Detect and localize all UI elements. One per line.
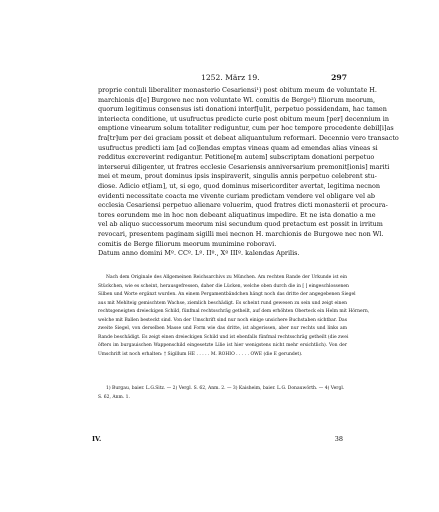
text-line: emptione vinearum solum totaliter rediguntur, cum per hoc tempore procedente debil[i]as <box>98 124 394 133</box>
text-line: tores eorundem me in hoc non debeant aliquatinus impedire. Et ne ista donatio a me <box>98 210 376 219</box>
note-line: öfters im burgauischen Wappenschild eingesetzte Lilie ist hier wenigstens nicht mehr ersichtlich). Von der <box>98 343 347 348</box>
text-line: ecclesia Cesariensi perpetuo alienare voluerim, quod fratres dicti monasterii et procura- <box>98 201 388 210</box>
page-footer <box>92 435 347 445</box>
footnote-line: 1) Burgau, baier. L.G.Sitz. — 2) Vergl. S. 62, Anm. 2. — 3) Kaisheim, baier. L.G. Donauwörth. — 4) Vergl. <box>106 386 345 391</box>
text-line: proprie contuli liberaliter monasterio Cesariensi¹) post obitum meum de voluntate H. <box>98 86 377 94</box>
note-line: Rande beschädigt. Es zeigt einen dreieckigen Schild und ist ebenfalls fünfmal rechtsschräg getheilt (die zwei <box>98 334 349 340</box>
text-line: marchionis d[e] Burgowe nec non voluntate Wl. comitis de Berge²) filiorum meorum, <box>98 95 376 104</box>
text-line: interserui diligenter, ut fratres ecclesie Cesariensis anniversarium premonit[ionis] mariti <box>98 162 390 171</box>
text-line: fra[tr]um per dei graciam possit et debeat aliquantulum reformari. Decennio vero transacto <box>98 133 399 142</box>
text-line: redditus excreverint redigantur. Petitione[m autem] subscriptam donationi perpetuo <box>98 153 375 162</box>
note-line: Stückchen, wie es scheint, herausgefressen, daher die Lücken, welche oben durch die in [ ] eingeschlossenen <box>98 283 349 289</box>
sheet-signature: 38 <box>334 435 343 443</box>
text-line: diose. Adicio et[iam], ut, si ego, quod dominus misericorditer avertat, legitima necnon <box>98 181 380 190</box>
text-line: interiecta conditione, ut usufructus predicte curie post obitum meum [per] decennium in <box>98 114 390 123</box>
note-line: Umschrift ist noch erhalten: † Sigillum HE . . . . . M. ROHIO . . . . . OWE (die E gerundet). <box>98 351 303 357</box>
running-header <box>98 73 347 85</box>
footnotes <box>98 385 347 402</box>
note-line: aus mit Mehlteig gemischtem Wachse, ziemlich beschädigt. Es scheint rund gewesen zu sein und zeigt einen <box>98 300 348 306</box>
text-line: vel ab aliquo successorum meorum nisi secundum quod pretactum est possit in irritum <box>98 220 383 229</box>
note-line: welche mit Ballen besteckt sind. Von der Umschrift sind nur noch einige unsichere Buchstaben sichtbar. Das <box>98 317 347 323</box>
source-notes <box>98 274 370 359</box>
text-line: comitis de Berge filiorum meorum munimine roboravi. <box>98 239 277 248</box>
header-date: 1252. März 19. <box>201 73 260 82</box>
note-line: rechtsgeneigten dreieckigen Schild, fünfmal rechtsschräg getheilt, auf dem erhöhten Oberteck ein Helm mit Hörnern, <box>98 309 370 314</box>
text-line: Datum anno domini Mº. CCº. Lº. IIº., Xº IIIº. kalendas Aprilis. <box>98 249 300 258</box>
text-line: evidenti necessitate coacta me vivente curiam predictam vendere vel obligare vel ab <box>98 191 376 200</box>
note-line: Nach dem Originale des Allgemeinen Reichsarchivs zu München. Am rechten Rande der Urkunde ist ein <box>106 275 347 280</box>
text-line: usufructus predicti iam [ad co]lendas emptas vineas quam ad emendas alias vineas si <box>98 143 378 152</box>
note-line: Silben und Worte ergänzt wurden. An einem Pergamentbändchen hängt noch das dritte der angegebenen Siegel <box>98 292 356 297</box>
page-number: 297 <box>331 73 347 82</box>
text-line: quorum legitimus consensus isti donationi interf[u]it, perpetuo possidendam, hac tamen <box>98 105 387 114</box>
footnote-line: S. 62, Anm. 1. <box>98 394 130 400</box>
text-line: revocari, presentem paginam sigilli mei necnon H. marchionis de Burgowe nec non Wl. <box>98 229 384 238</box>
note-line: zweite Siegel, von derselben Masse und Form wie das dritte, ist abgerissen, aber nur rechts und links am <box>98 326 347 331</box>
volume-number: IV. <box>92 435 102 443</box>
charter-text <box>98 86 399 259</box>
text-line: mei et meum, prout dominus ipsis inspiraverit, singulis annis perpetuo celebrent stu- <box>98 172 377 181</box>
